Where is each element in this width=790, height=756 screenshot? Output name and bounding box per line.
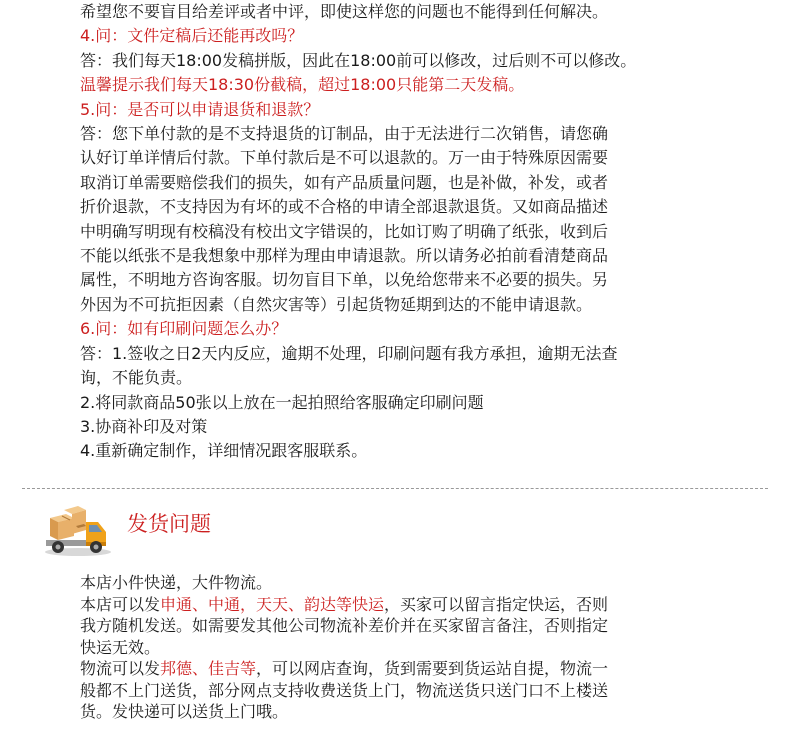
- section-divider: [22, 488, 768, 489]
- faq-question-5: 5.问：是否可以申请退货和退款？: [80, 99, 320, 119]
- faq-answer-5-line: 折价退款，不支持因为有坏的或不合格的申请全部退款退货。又如商品描述: [80, 197, 609, 217]
- shipping-text: 本店可以发: [80, 594, 161, 614]
- shipping-content: [80, 572, 730, 723]
- shipping-line: 快运无效。: [80, 637, 161, 657]
- shipping-line: 货。发快递可以送货上门哦。: [80, 702, 289, 721]
- faq-answer-5-line: 外因为不可抗拒因素（自然灾害等）引起货物延期到达的不能申请退款。: [80, 294, 593, 314]
- faq-answer-6-line: 2.将同款商品50张以上放在一起拍照给客服确定印刷问题: [80, 392, 484, 412]
- shipping-paragraph-couriers: [80, 594, 730, 616]
- shipping-text: ，可以网店查询，货到需要到货运站自提，物流一: [256, 659, 609, 678]
- delivery-truck-icon: [42, 500, 112, 558]
- courier-list: 申通、中通，天天、韵达等快运: [160, 594, 385, 614]
- shipping-line: 般都不上门送货，部分网点支持收费送货上门，物流送货只送门口不上楼送: [80, 680, 609, 700]
- shipping-line: 我方随机发送。如需要发其他公司物流补差价并在买家留言备注，否则指定: [80, 616, 609, 635]
- faq-answer-6-line: 询，不能负责。: [80, 368, 193, 388]
- faq-answer-5-line: 答：您下单付款的是不支持退货的订制品，由于无法进行二次销售，请您确: [80, 124, 609, 144]
- faq-section: [80, 0, 740, 464]
- faq-answer-6-line: 4.重新确定制作，详细情况跟客服联系。: [80, 441, 368, 461]
- shipping-text: 物流可以发: [80, 659, 161, 678]
- faq-answer-4: 答：我们每天18:00发稿拼版，因此在18:00前可以修改，过后则不可以修改。: [80, 50, 637, 70]
- faq-answer-6-line: 3.协商补印及对策: [80, 416, 208, 436]
- faq-notice-4: 温馨提示我们每天18:30份截稿，超过18:00只能第二天发稿。: [80, 75, 525, 95]
- shipping-text: ，买家可以留言指定快运，否则: [384, 594, 609, 614]
- faq-answer-6-line: 答：1.签收之日2天内反应，逾期不处理，印刷问题有我方承担，逾期无法查: [80, 343, 618, 363]
- faq-question-4: 4.问：文件定稿后还能再改吗？: [80, 26, 304, 46]
- shipping-section-title: 发货问题: [127, 512, 211, 536]
- shipping-paragraph-logistics: [80, 658, 730, 680]
- faq-question-6: 6.问：如有印刷问题怎么办？: [80, 319, 288, 339]
- faq-answer-5-line: 属性，不明地方咨询客服。切勿盲目下单，以免给您带来不必要的损失。另: [80, 270, 609, 290]
- faq-answer-5-line: 中明确写明现有校稿没有校出文字错误的，比如订购了明确了纸张，收到后: [80, 221, 609, 241]
- faq-answer-5-line: 认好订单详情后付款。下单付款后是不可以退款的。万一由于特殊原因需要: [80, 148, 609, 168]
- faq-answer-5-line: 不能以纸张不是我想象中那样为理由申请退款。所以请务必拍前看清楚商品: [80, 246, 609, 266]
- faq-intro: 希望您不要盲目给差评或者中评，即使这样您的问题也不能得到任何解决。: [80, 2, 609, 21]
- faq-answer-5-line: 取消订单需要赔偿我们的损失，如有产品质量问题，也是补做，补发，或者: [80, 172, 609, 192]
- logistics-list: 邦德、佳吉等: [160, 659, 257, 678]
- shipping-line: 本店小件快递，大件物流。: [80, 573, 273, 592]
- shipping-section-header: [42, 500, 442, 560]
